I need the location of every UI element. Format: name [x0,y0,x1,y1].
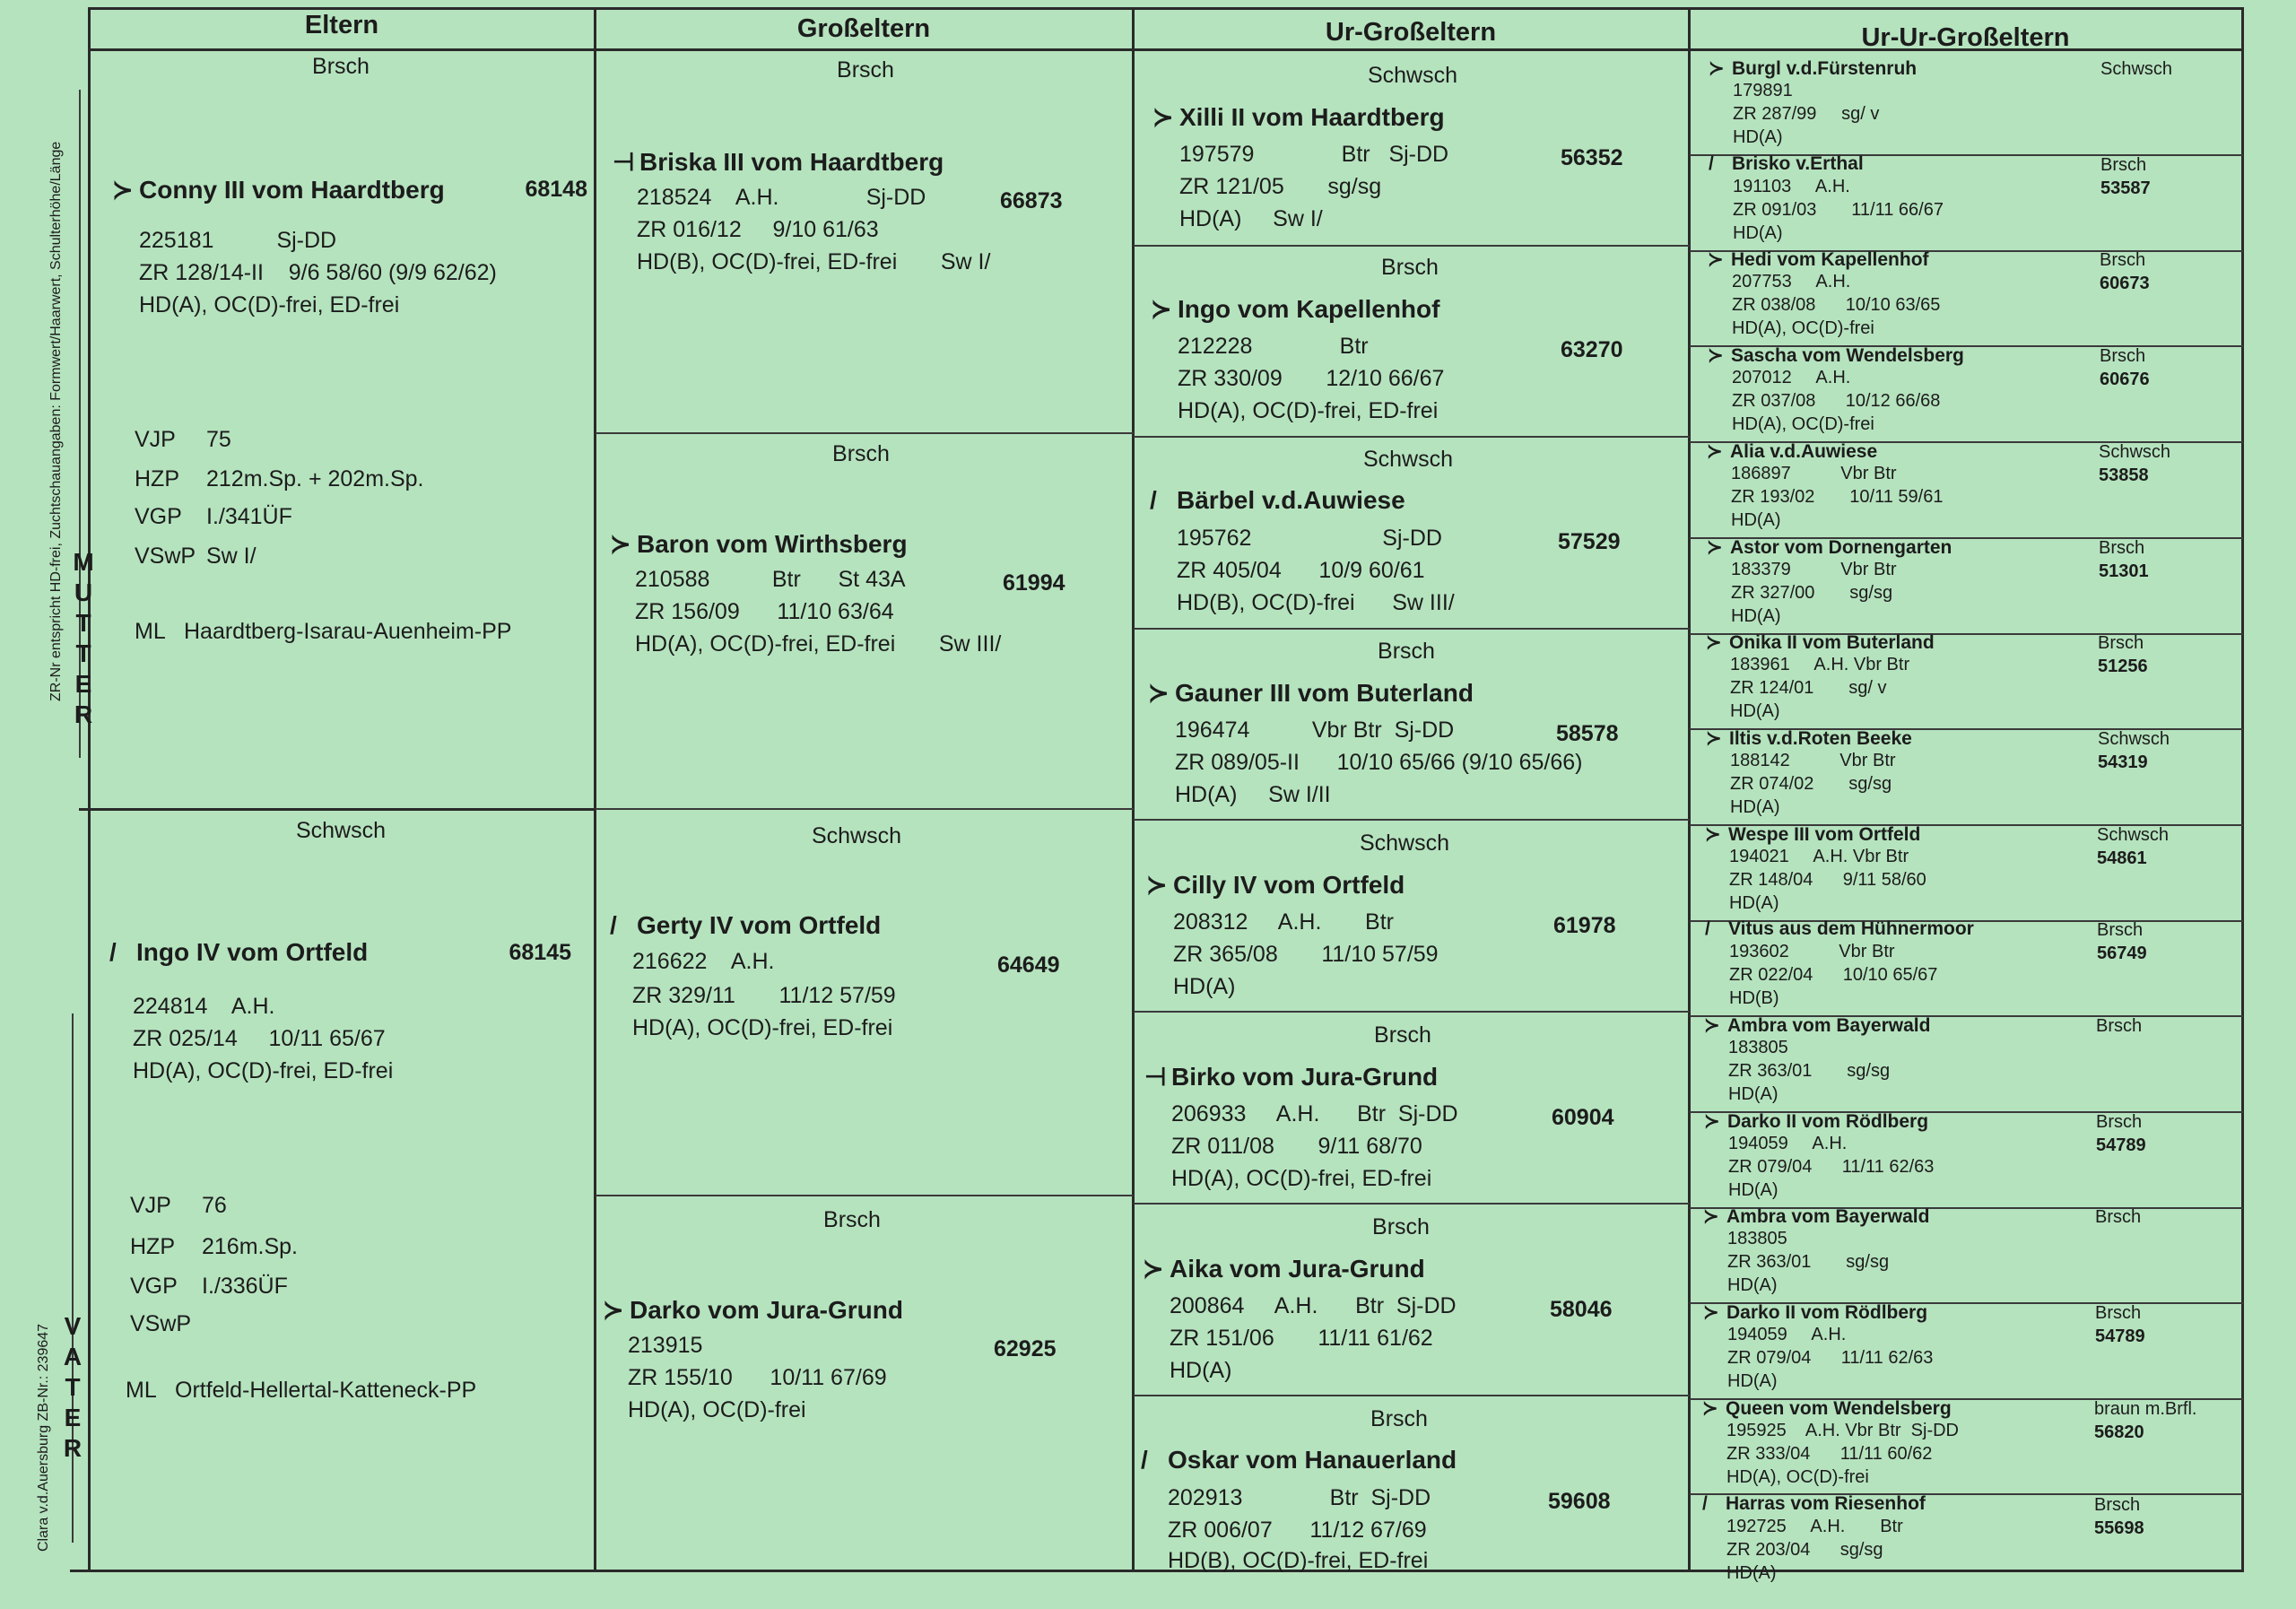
color-label: Brsch [1381,255,1439,280]
registration-number: 54319 [2098,752,2148,772]
dog-name: / Harras vom Riesenhof [1702,1493,1926,1514]
dog-name: ≻ Ambra vom Bayerwald [1703,1206,1930,1227]
dog-info-line: 200864 A.H. Btr Sj-DD [1170,1293,1457,1318]
test-result: VJP 75 [135,427,231,452]
dog-info-line: 197579 Btr Sj-DD [1179,142,1449,167]
registration-number: 56749 [2097,944,2147,963]
registration-number: 54789 [2095,1326,2145,1346]
test-result: VJP 76 [130,1193,227,1218]
gender-icon: ≻ [1702,1398,1718,1419]
dog-name: ≻ Onika II vom Buterland [1706,632,1935,653]
dog-info-line: 183961 A.H. Vbr Btr [1730,655,1910,674]
dog-info-line: 183379 Vbr Btr [1731,560,1897,579]
dog-info-line: ZR 079/04 11/11 62/63 [1727,1348,1934,1368]
color-label: braun m.Brfl. [2094,1399,2197,1419]
dog-info-line: HD(A) [1733,127,1783,147]
registration-number: 56352 [1561,145,1623,170]
gender-icon: ≻ [1146,871,1168,899]
dog-info-line: ZR 405/04 10/9 60/61 [1177,558,1425,583]
color-label: Schwsch [2100,59,2173,79]
registration-number: 60904 [1552,1105,1614,1130]
registration-number: 54861 [2097,848,2147,868]
dog-info-line: ZR 128/14-II 9/6 58/60 (9/9 62/62) [139,260,497,285]
dog-info-line: ZR 006/07 11/12 67/69 [1168,1518,1427,1543]
gender-icon: ≻ [1708,249,1724,270]
color-label: Brsch [2100,346,2146,366]
dog-info-line: 194059 A.H. [1728,1134,1848,1153]
leistungs-linie: ML Ortfeld-Hellertal-Katteneck-PP [126,1378,477,1403]
dog-info-line: 179891 [1733,81,1793,100]
header-ur-ur-grosseltern: Ur-Ur-Großeltern [1861,23,2070,52]
dog-info-line: ZR 091/03 11/11 66/67 [1733,200,1944,220]
dog-name: ≻ Gauner III vom Buterland [1148,679,1474,707]
leistungs-linie: ML Haardtberg-Isarau-Auenheim-PP [135,619,512,644]
registration-number: 66873 [1000,188,1063,213]
registration-number: 53587 [2100,178,2151,198]
dog-name: ≻ Cilly IV vom Ortfeld [1146,871,1405,899]
gender-icon: ≻ [1143,1255,1164,1283]
gender-icon: ≻ [1151,295,1172,323]
color-label: Brsch [2100,155,2147,175]
ur-divider-5 [1134,1011,1690,1013]
dog-info-line: HD(A), OC(D)-frei, ED-frei Sw III/ [635,631,1002,657]
header-grosseltern: Großeltern [796,14,931,43]
dog-info-line: ZR 011/08 9/11 68/70 [1171,1134,1422,1159]
dog-name: ≻ Darko II vom Rödlberg [1704,1111,1929,1132]
ur-divider-3 [1134,628,1690,630]
dog-info-line: ZR 025/14 10/11 65/67 [133,1026,386,1051]
test-result: HZP 216m.Sp. [130,1234,299,1259]
gender-icon: ⊣ [613,148,635,176]
dog-info-line: HD(A) [1726,1563,1777,1583]
dog-info-line: HD(A) [1729,893,1779,913]
table-right [2241,7,2244,1572]
dog-name: ≻ Conny III vom Haardtberg 68148 [112,176,587,204]
dog-name: / Brisko v.Erthal [1709,153,1864,174]
gender-icon: ≻ [1703,1302,1719,1323]
dog-info-line: ZR 155/10 10/11 67/69 [628,1365,887,1390]
dog-info-line: HD(A), OC(D)-frei [1732,318,1874,338]
col-divider-3 [1688,7,1691,1572]
dog-info-line: ZR 151/06 11/11 61/62 [1170,1326,1433,1351]
dog-name: ⊣ Birko vom Jura-Grund [1144,1063,1439,1091]
dog-info-line: ZR 329/11 11/12 57/59 [632,983,896,1008]
ur-divider-4 [1134,819,1690,821]
registration-number: 62925 [994,1336,1057,1361]
dog-info-line: HD(A), OC(D)-frei, ED-frei [133,1058,394,1083]
dog-info-line: HD(A), OC(D)-frei, ED-frei [632,1015,893,1040]
ur-divider-6 [1134,1203,1690,1205]
dog-info-line: HD(A) [1727,1275,1778,1295]
dog-info-line: ZR 203/04 sg/sg [1726,1540,1883,1560]
dog-name: ≻ Iltis v.d.Roten Beeke [1706,728,1912,749]
color-label: Brsch [2094,1495,2141,1515]
color-label: Brsch [312,54,370,79]
color-label: Brsch [2097,920,2144,940]
dog-info-line: 206933 A.H. Btr Sj-DD [1171,1101,1458,1126]
col-divider-1 [594,7,596,1572]
registration-number: 56820 [2094,1422,2144,1442]
dog-info-line: ZR 037/08 10/12 66/68 [1732,391,1941,411]
dog-info-line: ZR 148/04 9/11 58/60 [1729,870,1926,890]
gender-icon: / [1705,918,1710,939]
dog-info-line: 183805 [1728,1038,1788,1057]
side-label-mutter: M U T T E R [73,548,94,728]
dog-info-line: 212228 Btr [1178,334,1369,359]
dog-name: ≻ Wespe III vom Ortfeld [1705,824,1921,845]
dog-info-line: HD(A), OC(D)-frei, ED-frei [139,292,400,317]
dog-info-line: HD(B), OC(D)-frei, ED-frei Sw I/ [637,249,991,274]
dog-info-line: ZR 016/12 9/10 61/63 [637,217,879,242]
color-label: Schwsch [1367,63,1458,88]
dog-info-line: HD(A) [1730,797,1780,817]
side-label-vater: V A T E R [63,1312,83,1462]
gender-icon: ≻ [1704,1015,1720,1036]
dog-info-line: HD(B), OC(D)-frei Sw III/ [1177,590,1455,615]
dog-info-line: HD(A), OC(D)-frei [628,1397,806,1422]
dog-info-line: ZR 121/05 sg/sg [1179,174,1382,199]
registration-number: 54789 [2096,1135,2146,1155]
registration-number: 55698 [2094,1518,2144,1538]
dog-name: ≻ Queen vom Wendelsberg [1702,1398,1952,1419]
table-outer-top [88,7,2244,10]
dog-name: ≻ Xilli II vom Haardtberg [1152,103,1445,131]
test-result: VGP I./341ÜF [135,504,292,529]
dog-name: ≻ Baron vom Wirthsberg [610,530,908,558]
gender-icon: ≻ [1707,441,1723,462]
table-left [88,7,91,1572]
test-result: VSwP Sw I/ [135,544,257,569]
dog-info-line: 208312 A.H. Btr [1173,909,1394,935]
dog-info-line: 207753 A.H. [1732,272,1851,291]
registration-number: 58578 [1556,721,1619,746]
dog-info-line: HD(B), OC(D)-frei, ED-frei [1168,1548,1429,1573]
dog-info-line: HD(A) Sw I/II [1175,782,1331,807]
gender-icon: ≻ [112,176,134,204]
ur-divider-1 [1134,245,1690,247]
dog-info-line: ZR 363/01 sg/sg [1727,1252,1890,1272]
dog-info-line: ZR 038/08 10/10 63/65 [1732,295,1941,315]
dog-name: ≻ Hedi vom Kapellenhof [1708,249,1929,270]
gender-icon: / [109,938,117,966]
dog-info-line: HD(A) [1727,1371,1778,1391]
color-label: Schwsch [811,823,902,848]
header-eltern: Eltern [304,11,379,39]
gender-icon: ≻ [1706,632,1722,653]
dog-name: / Ingo IV vom Ortfeld 68145 [109,938,571,966]
ur-divider-7 [1134,1395,1690,1396]
color-label: Brsch [2095,1207,2142,1227]
dog-info-line: HD(A) [1173,974,1236,999]
dog-name: / Gerty IV vom Ortfeld [610,911,882,939]
color-label: Brsch [1370,1406,1428,1431]
gender-icon: ≻ [1708,345,1724,366]
gender-icon: ≻ [1707,537,1723,558]
dog-info-line: HD(A) [1731,510,1781,530]
dog-name: ≻ Sascha vom Wendelsberg [1708,345,1964,366]
gender-icon: ≻ [1705,824,1721,845]
registration-number: 51301 [2099,561,2149,581]
dog-info-line: HD(A), OC(D)-frei, ED-frei [1171,1166,1432,1191]
registration-number: 60673 [2100,274,2150,293]
dog-info-line: 210588 Btr St 43A [635,567,906,592]
registration-number: 59608 [1548,1489,1611,1514]
dog-info-line: ZR 193/02 10/11 59/61 [1731,487,1944,507]
color-label: Brsch [837,57,894,83]
dog-info-line: 202913 Btr Sj-DD [1168,1485,1431,1510]
color-label: Brsch [2096,1112,2143,1132]
dog-name: ⊣ Briska III vom Haardtberg [613,148,944,176]
dog-name: / Vitus aus dem Hühnermoor [1705,918,1974,939]
header-ur-grosseltern: Ur-Großeltern [1325,18,1497,47]
gender-icon: ≻ [1704,1111,1720,1132]
dog-info-line: ZR 074/02 sg/sg [1730,774,1892,794]
color-label: Schwsch [2099,442,2171,462]
registration-number: 53858 [2099,465,2149,485]
dog-info-line: 192725 A.H. Btr [1726,1517,1903,1536]
gender-icon: ⊣ [1144,1063,1167,1091]
gender-icon: / [610,911,617,939]
col-divider-2 [1132,7,1135,1572]
dog-info-line: HD(A), OC(D)-frei [1726,1467,1869,1487]
grosseltern-divider-1 [596,432,1134,434]
dog-info-line: 196474 Vbr Btr Sj-DD [1175,718,1455,743]
color-label: Brsch [2100,250,2146,270]
dog-name: ≻ Alia v.d.Auwiese [1707,441,1878,462]
color-label: Brsch [2096,1016,2143,1036]
dog-info-line: HD(A) Sw I/ [1179,206,1323,231]
dog-info-line: 225181 Sj-DD [139,228,337,253]
dog-info-line: HD(A) [1728,1084,1779,1104]
dog-name: ≻ Darko vom Jura-Grund [603,1296,903,1324]
dog-info-line: ZR 363/01 sg/sg [1728,1061,1891,1081]
gender-icon: ≻ [603,1296,624,1324]
color-label: Brsch [823,1207,881,1232]
color-label: Brsch [1378,639,1435,664]
test-result: HZP 212m.Sp. + 202m.Sp. [135,466,424,491]
dog-info-line: HD(A), OC(D)-frei, ED-frei [1178,398,1439,423]
color-label: Brsch [2099,538,2145,558]
dog-name: / Oskar vom Hanauerland [1141,1446,1457,1474]
dog-info-line: ZR 022/04 10/10 65/67 [1729,965,1938,985]
dog-info-line: 188142 Vbr Btr [1730,751,1896,770]
eltern-divider [79,808,596,811]
color-label: Schwsch [2098,729,2170,749]
color-label: Brsch [1372,1214,1430,1239]
registration-number: 51256 [2098,657,2148,676]
dog-name: / Bärbel v.d.Auwiese [1150,486,1405,514]
dog-name: ≻ Ambra vom Bayerwald [1704,1015,1931,1036]
dog-info-line: ZR 079/04 11/11 62/63 [1728,1157,1935,1177]
gender-icon: / [1709,153,1714,174]
grosseltern-divider-2 [596,808,1134,810]
dog-info-line: ZR 327/00 sg/sg [1731,583,1893,603]
dog-info-line: HD(A) [1733,223,1783,243]
dog-info-line: 224814 A.H. [133,994,275,1019]
registration-number: 61994 [1003,570,1065,596]
dog-info-line: ZR 287/99 sg/ v [1733,104,1880,124]
registration-number: 57529 [1558,529,1621,554]
gender-icon: / [1150,486,1157,514]
dog-info-line: 191103 A.H. [1733,177,1850,196]
dog-info-line: ZR 156/09 11/10 63/64 [635,599,894,624]
color-label: Brsch [2098,633,2144,653]
dog-info-line: ZR 330/09 12/10 66/67 [1178,366,1445,391]
dog-name: ≻ Ingo vom Kapellenhof [1151,295,1440,323]
dog-info-line: 216622 A.H. [632,949,775,974]
gender-icon: / [1702,1493,1708,1514]
dog-info-line: HD(A) [1728,1180,1779,1200]
dog-info-line: HD(A) [1730,701,1780,721]
test-result: VGP I./336ÜF [130,1274,288,1299]
registration-number: 63270 [1561,337,1623,362]
side-note-bottom: Clara v.d.Auersburg ZB-Nr.: 239647 [36,1323,51,1552]
grosseltern-divider-3 [596,1195,1134,1196]
gender-icon: ≻ [1148,679,1170,707]
dog-info-line: 183805 [1727,1229,1787,1248]
table-bottom [70,1570,2244,1572]
dog-info-line: 194059 A.H. [1727,1325,1847,1344]
dog-name: ≻ Aika vom Jura-Grund [1143,1255,1425,1283]
test-result: VSwP [130,1311,192,1336]
dog-info-line: ZR 333/04 11/11 60/62 [1726,1444,1933,1464]
color-label: Schwsch [1362,447,1454,472]
side-note-top: ZR-Nr entspricht HD-frei, Zuchtschauangaben: Formwert/Haarwert, Schulterhöhe/Länge [48,141,64,701]
dog-info-line: ZR 365/08 11/10 57/59 [1173,942,1439,967]
registration-number: 60676 [2100,370,2150,389]
dog-info-line: 186897 Vbr Btr [1731,464,1897,483]
registration-number: 68145 [509,940,571,965]
color-label: Schwsch [2097,825,2170,845]
dog-info-line: 195925 A.H. Vbr Btr Sj-DD [1726,1421,1959,1440]
dog-info-line: 193602 Vbr Btr [1729,942,1895,961]
dog-info-line: 213915 [628,1333,703,1358]
color-label: Brsch [832,441,890,466]
color-label: Schwsch [295,818,387,843]
dog-info-line: 218524 A.H. Sj-DD [637,185,926,210]
dog-info-line: 194021 A.H. Vbr Btr [1729,847,1909,866]
dog-name: ≻ Burgl v.d.Fürstenruh [1709,58,1918,79]
dog-info-line: HD(A), OC(D)-frei [1732,414,1874,434]
gender-icon: ≻ [610,530,631,558]
registration-number: 68148 [525,177,587,202]
color-label: Brsch [1374,1022,1431,1048]
color-label: Brsch [2095,1303,2142,1323]
dog-info-line: ZR 124/01 sg/ v [1730,678,1887,698]
registration-number: 58046 [1550,1297,1613,1322]
dog-info-line: HD(A) [1170,1358,1232,1383]
gender-icon: ≻ [1706,728,1722,749]
gender-icon: ≻ [1152,103,1174,131]
gender-icon: ≻ [1709,58,1725,79]
registration-number: 64649 [997,952,1060,978]
dog-info-line: HD(A) [1731,606,1781,626]
registration-number: 61978 [1553,913,1616,938]
dog-info-line: 195762 Sj-DD [1177,526,1442,551]
gender-icon: / [1141,1446,1148,1474]
color-label: Schwsch [1359,831,1450,856]
dog-info-line: HD(B) [1729,988,1779,1008]
ur-divider-2 [1134,436,1690,438]
dog-info-line: 207012 A.H. [1732,368,1851,387]
dog-name: ≻ Darko II vom Rödlberg [1703,1302,1928,1323]
dog-name: ≻ Astor vom Dornengarten [1707,537,1952,558]
dog-info-line: ZR 089/05-II 10/10 65/66 (9/10 65/66) [1175,750,1583,775]
gender-icon: ≻ [1703,1206,1719,1227]
